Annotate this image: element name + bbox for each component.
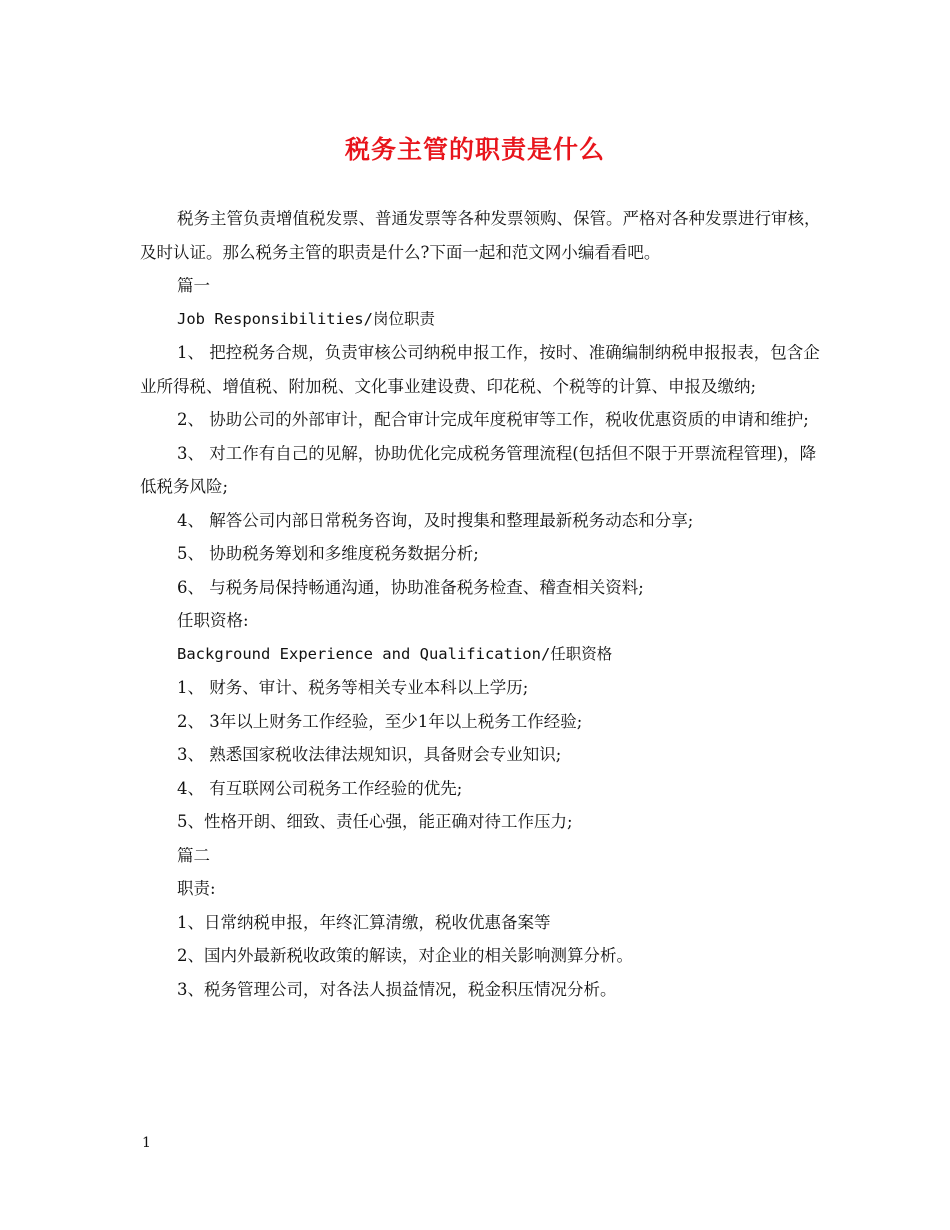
responsibility-item: 4、 解答公司内部日常税务咨询，及时搜集和整理最新税务动态和分享; <box>177 510 694 530</box>
qualification-item: 1、 财务、审计、税务等相关专业本科以上学历; <box>177 678 529 697</box>
document-body <box>140 202 830 1006</box>
responsibility-item: 6、 与税务局保持畅通沟通，协助准备税务检查、稽查相关资料; <box>177 577 644 597</box>
page-number: 1 <box>142 1135 151 1151</box>
qualification-item: 2、 3年以上财务工作经验，至少1年以上税务工作经验; <box>177 711 583 731</box>
duties-label: 职责: <box>177 879 216 898</box>
qualifications-heading: Background Experience and Qualification/任职资格 <box>177 644 613 663</box>
responsibility-item: 2、 协助公司的外部审计，配合审计完成年度税审等工作，税收优惠资质的申请和维护; <box>177 410 809 429</box>
qualification-item: 3、 熟悉国家税收法律法规知识，具备财会专业知识; <box>177 745 562 764</box>
qualifications-label: 任职资格: <box>177 611 249 630</box>
duty-item: 3、税务管理公司，对各法人损益情况，税金积压情况分析。 <box>177 979 617 999</box>
part2-heading: 篇二 <box>177 845 210 865</box>
part1-heading: 篇一 <box>177 276 210 295</box>
qualification-item: 5、性格开朗、细致、责任心强，能正确对待工作压力; <box>177 812 573 831</box>
responsibility-item: 5、 协助税务筹划和多维度税务数据分析; <box>177 544 479 563</box>
responsibility-item: 3、 对工作有自己的见解，协助优化完成税务管理流程(包括但不限于开票流程管理)，降低税务风险; <box>140 443 817 496</box>
qualification-item: 4、 有互联网公司税务工作经验的优先; <box>177 778 463 798</box>
duty-item: 1、日常纳税申报，年终汇算清缴，税收优惠备案等 <box>177 912 551 932</box>
intro-paragraph: 税务主管负责增值税发票、普通发票等各种发票领购、保管。严格对各种发票进行审核，及时认证。那么税务主管的职责是什么?下面一起和范文网小编看看吧。 <box>140 209 821 262</box>
responsibility-item: 1、 把控税务合规，负责审核公司纳税申报工作，按时、准确编制纳税申报报表，包含企业所得税、增值税、附加税、文化事业建设费、印花税、个税等的计算、申报及缴纳; <box>140 343 820 396</box>
page-title: 税务主管的职责是什么 <box>344 135 605 164</box>
job-responsibilities-heading: Job Responsibilities/岗位职责 <box>177 309 435 328</box>
duty-item: 2、国内外最新税收政策的解读，对企业的相关影响测算分析。 <box>177 946 633 965</box>
